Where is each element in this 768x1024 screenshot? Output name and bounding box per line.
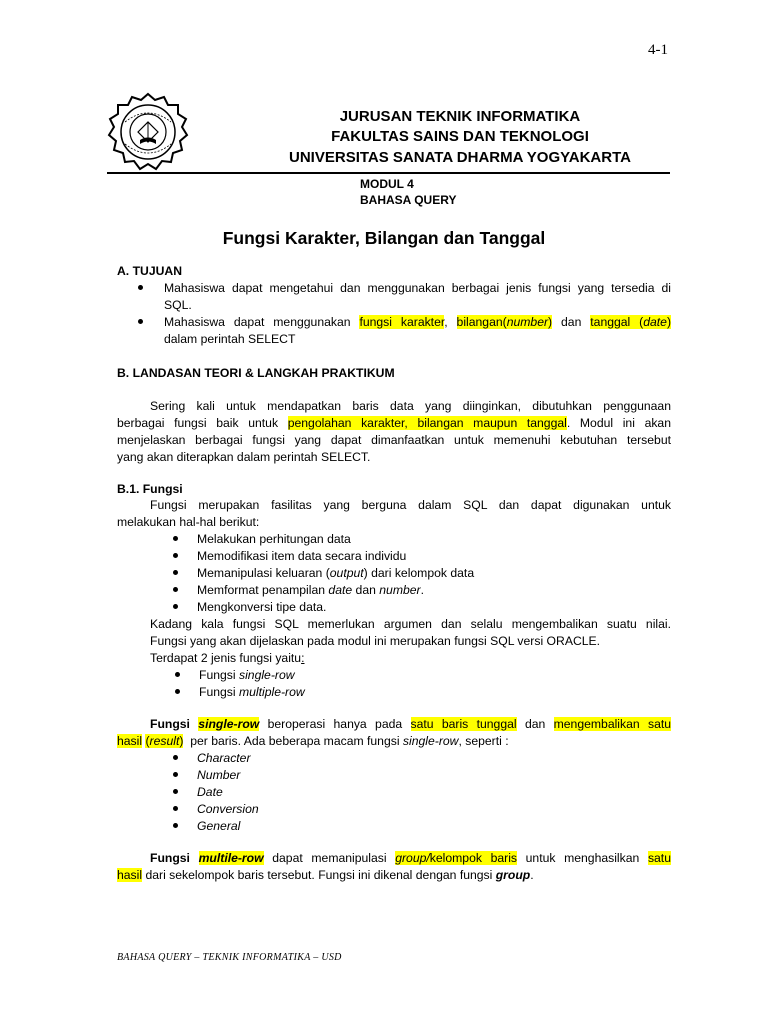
header-rule bbox=[107, 172, 670, 174]
bullet-icon bbox=[173, 531, 178, 548]
multi-row-line1: Fungsi multile-row dapat memanipulasi group/kelompok baris untuk menghasilkan satu bbox=[150, 851, 671, 865]
paragraph-b1-line1: Fungsi merupakan fasilitas yang berguna dalam SQL dan dapat digunakan untuk bbox=[150, 498, 671, 512]
objective-1-cont: SQL. bbox=[164, 298, 192, 312]
function-type-multiple-row: Fungsi multiple-row bbox=[199, 685, 305, 699]
subject-label: BAHASA QUERY bbox=[360, 193, 457, 207]
section-b1-heading: B.1. Fungsi bbox=[117, 482, 183, 496]
multi-row-line2: hasil dari sekelompok baris tersebut. Fungsi ini dikenal dengan fungsi group. bbox=[117, 868, 534, 882]
page-title: Fungsi Karakter, Bilangan dan Tanggal bbox=[222, 228, 546, 248]
single-row-line1: Fungsi single-row beroperasi hanya pada satu baris tunggal dan mengembalikan satu bbox=[150, 717, 672, 731]
function-use-1: Melakukan perhitungan data bbox=[197, 532, 351, 546]
page-number: 4-1 bbox=[648, 42, 668, 58]
argument-note-line1: Kadang kala fungsi SQL memerlukan argumen dan selalu mengembalikan suatu nilai. bbox=[150, 617, 671, 631]
bullet-icon bbox=[173, 784, 178, 801]
paragraph-b1-line2: melakukan hal-hal berikut: bbox=[117, 515, 260, 529]
function-use-5: Mengkonversi tipe data. bbox=[197, 600, 327, 614]
paragraph-b-line2: berbagai fungsi baik untuk pengolahan karakter, bilangan maupun tanggal. Modul ini akan bbox=[117, 416, 671, 430]
single-row-type-number: Number bbox=[197, 768, 241, 782]
function-types-intro: Terdapat 2 jenis fungsi yaitu: bbox=[150, 651, 305, 665]
single-row-type-conversion: Conversion bbox=[197, 802, 259, 816]
bullet-icon bbox=[173, 599, 178, 616]
bullet-icon bbox=[173, 582, 178, 599]
bullet-icon bbox=[175, 667, 180, 684]
argument-note-line2: Fungsi yang akan dijelaskan pada modul ini merupakan fungsi SQL versi ORACLE. bbox=[150, 634, 601, 648]
header-department: JURUSAN TEKNIK INFORMATIKA bbox=[339, 108, 581, 125]
bullet-icon bbox=[173, 767, 178, 784]
function-use-2: Memodifikasi item data secara individu bbox=[197, 549, 407, 563]
paragraph-b-line1: Sering kali untuk mendapatkan baris data yang diinginkan, dibutuhkan penggunaan bbox=[150, 399, 671, 413]
single-row-line2: hasil (result) per baris. Ada beberapa macam fungsi single-row, seperti : bbox=[117, 734, 509, 748]
objective-2: Mahasiswa dapat menggunakan fungsi karakter, bilangan(number) dan tanggal (date) bbox=[164, 315, 672, 329]
bullet-icon bbox=[173, 565, 178, 582]
function-type-single-row: Fungsi single-row bbox=[199, 668, 295, 682]
function-use-4: Memformat penampilan date dan number. bbox=[197, 583, 424, 597]
bullet-icon bbox=[173, 548, 178, 565]
single-row-type-date: Date bbox=[197, 785, 223, 799]
modul-label: MODUL 4 bbox=[360, 177, 414, 191]
header-faculty: FAKULTAS SAINS DAN TEKNOLOGI bbox=[331, 128, 589, 145]
paragraph-b-line3: menjelaskan berbagai fungsi yang dapat dimanfaatkan untuk memenuhi kebutuhan tersebut bbox=[117, 433, 671, 447]
section-a-heading: A. TUJUAN bbox=[117, 264, 183, 278]
bullet-icon bbox=[173, 818, 178, 835]
objective-2-cont: dalam perintah SELECT bbox=[164, 332, 296, 346]
section-b-heading: B. LANDASAN TEORI & LANGKAH PRAKTIKUM bbox=[117, 366, 395, 380]
function-use-3: Memanipulasi keluaran (output) dari kelompok data bbox=[197, 566, 475, 580]
bullet-icon bbox=[138, 280, 143, 297]
bullet-icon bbox=[175, 684, 180, 701]
single-row-type-character: Character bbox=[197, 751, 251, 765]
page-footer: BAHASA QUERY – TEKNIK INFORMATIKA – USD bbox=[117, 952, 342, 963]
bullet-icon bbox=[173, 750, 178, 767]
university-seal-icon bbox=[107, 92, 189, 172]
bullet-icon bbox=[138, 314, 143, 331]
single-row-type-general: General bbox=[197, 819, 241, 833]
objective-1: Mahasiswa dapat mengetahui dan menggunakan berbagai jenis fungsi yang tersedia di bbox=[164, 281, 671, 295]
bullet-icon bbox=[173, 801, 178, 818]
header-university: UNIVERSITAS SANATA DHARMA YOGYAKARTA bbox=[289, 149, 631, 166]
paragraph-b-line4: yang akan diterapkan dalam perintah SELECT. bbox=[117, 450, 371, 464]
